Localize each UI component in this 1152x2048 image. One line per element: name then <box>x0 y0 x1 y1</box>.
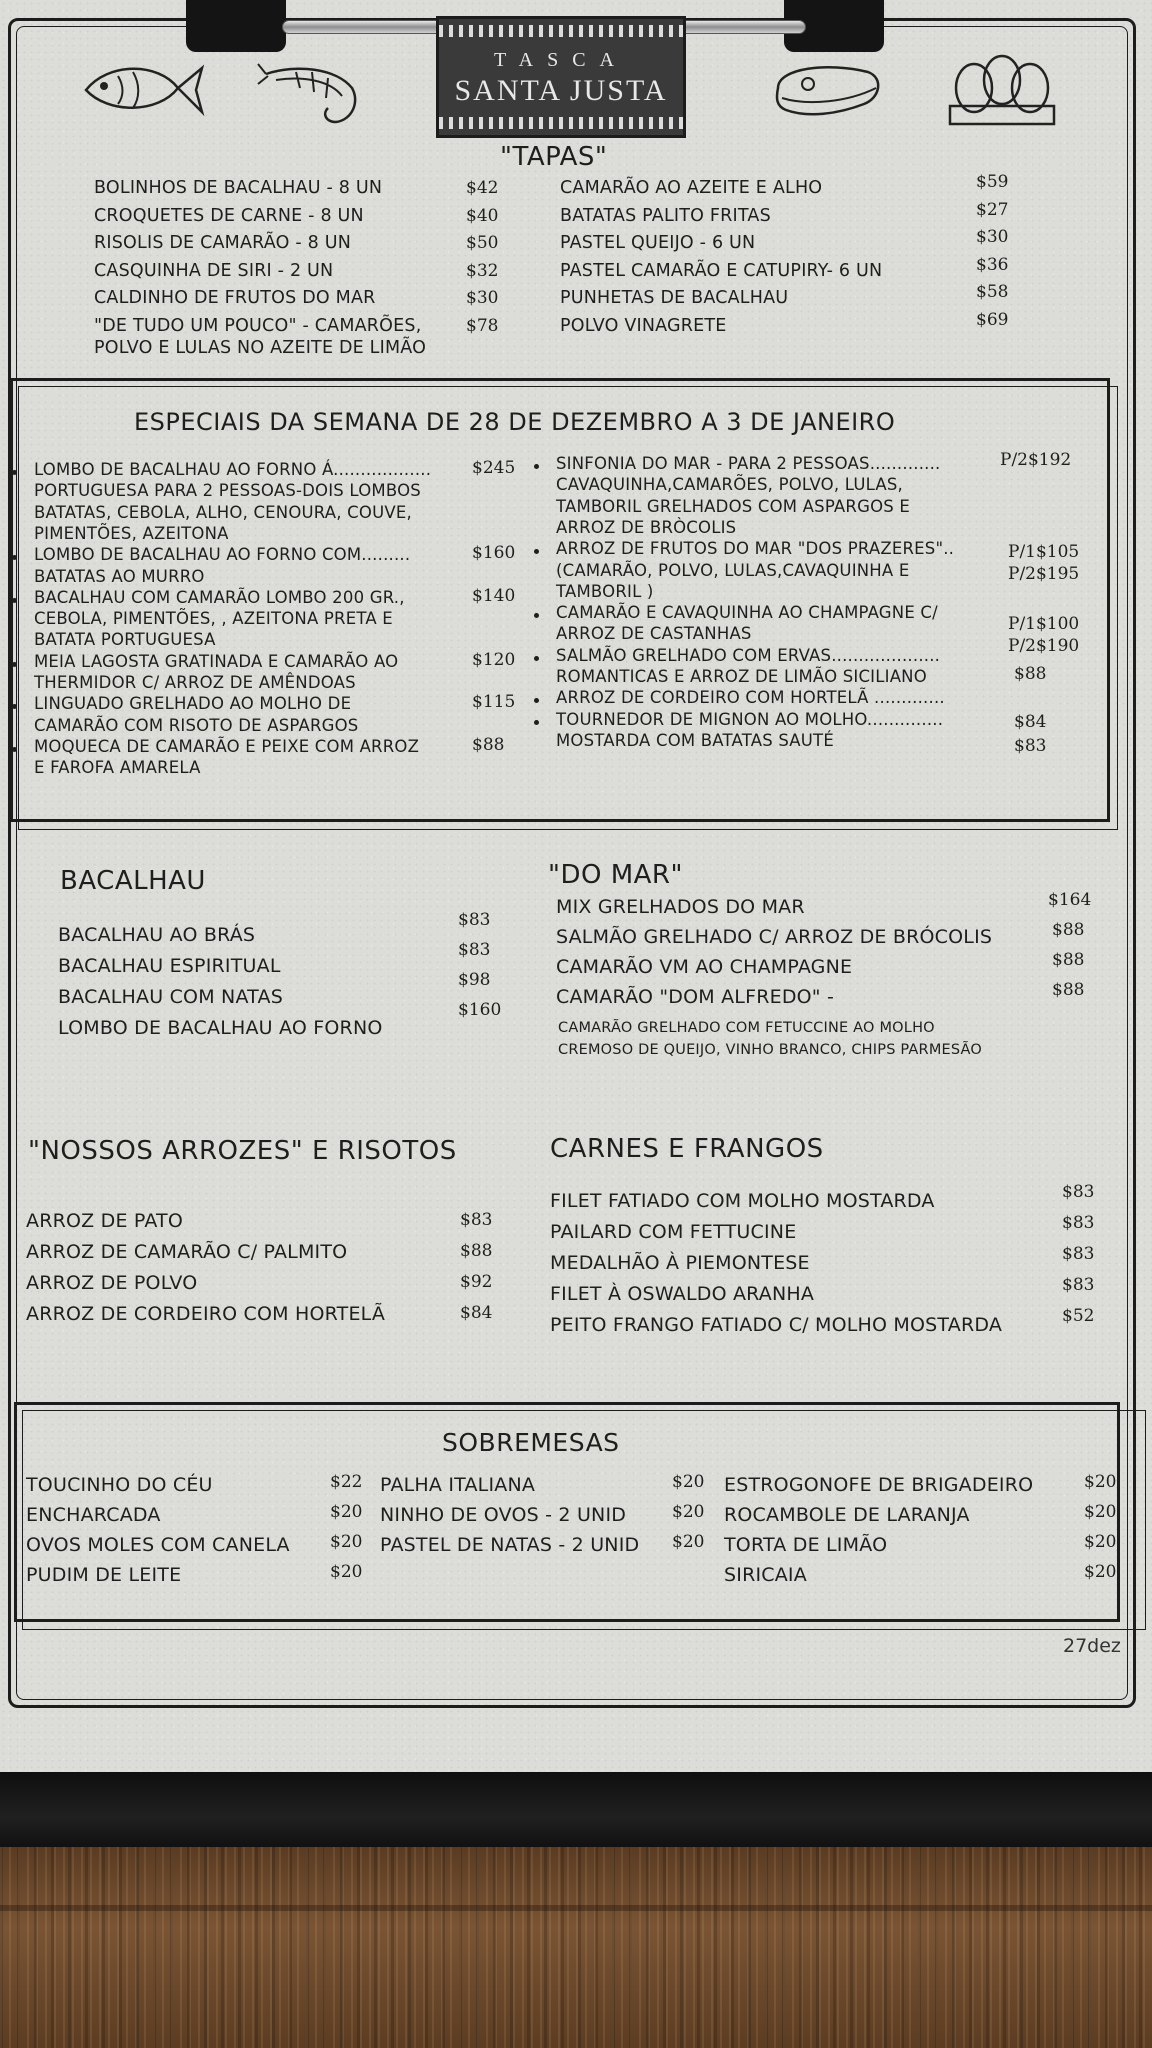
dessert-price: $20 <box>672 1472 705 1492</box>
menu-item-name: POLVO VINAGRETE <box>560 315 727 336</box>
menu-item-price: $83 <box>1062 1275 1095 1295</box>
dessert-name: TOUCINHO DO CÉU <box>26 1474 213 1496</box>
dessert-price: $20 <box>1084 1532 1117 1552</box>
menu-item-name: CAMARÃO "DOM ALFREDO" - <box>556 986 835 1008</box>
menu-item-name: PEITO FRANGO FATIADO C/ MOLHO MOSTARDA <box>550 1314 1003 1336</box>
menu-item-name: ARROZ DE CAMARÃO C/ PALMITO <box>26 1241 348 1263</box>
special-line: LOMBO DE BACALHAU AO FORNO COM......... <box>34 545 411 565</box>
special-line: CAMARÃO COM RISOTO DE ASPARGOS <box>34 715 359 735</box>
special-line: ARROZ DE CORDEIRO COM HORTELÃ ............. <box>556 688 945 708</box>
special-price: $88 <box>1014 664 1047 684</box>
special-price: P/2$190 <box>1008 636 1080 656</box>
dessert-name: ENCHARCADA <box>26 1504 161 1526</box>
special-line: ROMANTICAS E ARROZ DE LIMÃO SICILIANO <box>556 667 927 686</box>
menu-item-price: $83 <box>1062 1244 1095 1264</box>
special-line: TOURNEDOR DE MIGNON AO MOLHO.............. <box>556 709 944 729</box>
menu-item-name-cont: POLVO E LULAS NO AZEITE DE LIMÃO <box>94 337 427 358</box>
menu-item-price: $27 <box>976 199 1009 220</box>
menu-item-price: $36 <box>976 254 1009 275</box>
menu-item-name: PASTEL QUEIJO - 6 UN <box>560 233 756 253</box>
menu-item-price: $50 <box>466 233 499 253</box>
logo-pattern-top <box>439 25 683 37</box>
dessert-price: $20 <box>672 1532 705 1552</box>
menu-item-price: $160 <box>458 1000 502 1020</box>
special-line: THERMIDOR C/ ARROZ DE AMÊNDOAS <box>34 673 356 692</box>
special-price: $245 <box>472 458 516 478</box>
date-tag: 27dez <box>1063 1635 1121 1657</box>
menu-item-price: $40 <box>466 205 499 226</box>
special-line: E FAROFA AMARELA <box>34 758 201 778</box>
arrozes-title: "NOSSOS ARROZES" E RISOTOS <box>28 1136 457 1166</box>
logo-pattern-bottom <box>439 117 683 129</box>
special-price: $115 <box>472 692 516 713</box>
dessert-price: $20 <box>672 1502 705 1522</box>
wood-seam <box>0 1905 1152 1911</box>
special-price: $160 <box>472 543 516 564</box>
special-line: ARROZ DE CASTANHAS <box>556 624 752 644</box>
special-line: MOQUECA DE CAMARÃO E PEIXE COM ARROZ <box>34 736 420 756</box>
special-line: SINFONIA DO MAR - PARA 2 PESSOAS............. <box>556 454 941 473</box>
special-line: MEIA LAGOSTA GRATINADA E CAMARÃO AO <box>34 651 399 671</box>
special-line: TAMBORIL ) <box>556 581 654 601</box>
menu-item-name: CAMARÃO VM AO CHAMPAGNE <box>556 956 853 978</box>
special-price: $120 <box>472 649 516 670</box>
dessert-name: PUDIM DE LEITE <box>26 1564 182 1586</box>
menu-item-name: BACALHAU COM NATAS <box>58 986 283 1008</box>
menu-item-name: SALMÃO GRELHADO C/ ARROZ DE BRÓCOLIS <box>556 926 993 948</box>
special-line: SALMÃO GRELHADO COM ERVAS.................... <box>556 645 941 665</box>
menu-item-price: $30 <box>466 288 499 308</box>
dessert-price: $20 <box>330 1532 363 1552</box>
fish-icon <box>78 54 208 124</box>
bullet-dot <box>534 656 539 661</box>
dessert-name: SIRICAIA <box>724 1564 807 1586</box>
menu-item-price: $83 <box>458 940 491 960</box>
special-line: CEBOLA, PIMENTÕES, , AZEITONA PRETA E <box>34 609 393 629</box>
dessert-price: $20 <box>1084 1562 1117 1582</box>
menu-item-name: MIX GRELHADOS DO MAR <box>556 896 805 918</box>
dessert-price: $20 <box>330 1562 363 1582</box>
special-line: BATATAS, CEBOLA, ALHO, CENOURA, COUVE, <box>34 502 412 522</box>
menu-item-price: $52 <box>1062 1306 1095 1326</box>
menu-item-name: BOLINHOS DE BACALHAU - 8 UN <box>94 178 383 198</box>
dessert-price: $20 <box>1084 1502 1117 1522</box>
special-line: (CAMARÃO, POLVO, LULAS,CAVAQUINHA E <box>556 560 910 580</box>
bullet-dot <box>12 662 17 667</box>
menu-item-price: $30 <box>976 227 1009 247</box>
special-line: PIMENTÕES, AZEITONA <box>34 523 229 543</box>
do-mar-note-1: CAMARÃO GRELHADO COM FETUCCINE AO MOLHO <box>558 1020 935 1036</box>
bullet-dot <box>12 747 17 752</box>
dessert-price: $22 <box>330 1472 363 1492</box>
specials-title: ESPECIAIS DA SEMANA DE 28 DE DEZEMBRO A 3 DE JANEIRO <box>134 408 896 436</box>
special-line: MOSTARDA COM BATATAS SAUTÉ <box>556 730 834 750</box>
special-line: BATATA PORTUGUESA <box>34 630 216 650</box>
special-line: LOMBO DE BACALHAU AO FORNO Á.................. <box>34 460 432 479</box>
bullet-dot <box>534 464 539 469</box>
menu-item-price: $88 <box>1052 920 1085 940</box>
restaurant-logo <box>436 16 686 138</box>
wooden-table <box>0 1847 1152 2048</box>
menu-item-name: CASQUINHA DE SIRI - 2 UN <box>94 260 334 281</box>
menu-item-name: PUNHETAS DE BACALHAU <box>560 288 789 308</box>
bullet-dot <box>12 470 17 475</box>
menu-item-price: $69 <box>976 309 1009 330</box>
dessert-name: NINHO DE OVOS - 2 UNID <box>380 1504 627 1526</box>
sobremesas-title: SOBREMESAS <box>442 1428 620 1457</box>
special-line: CAMARÃO E CAVAQUINHA AO CHAMPAGNE C/ <box>556 603 938 623</box>
special-price: P/1$100 <box>1008 614 1080 634</box>
menu-item-price: $42 <box>466 178 499 198</box>
special-price: P/2$192 <box>1000 450 1072 470</box>
menu-item-name: CAMARÃO AO AZEITE E ALHO <box>560 178 823 198</box>
clip-left-end <box>186 0 286 52</box>
menu-item-price: $88 <box>460 1241 493 1261</box>
dessert-name: ROCAMBOLE DE LARANJA <box>724 1504 970 1526</box>
bacalhau-title: BACALHAU <box>60 866 206 896</box>
menu-item-name: ARROZ DE PATO <box>26 1210 184 1232</box>
menu-item-price: $164 <box>1048 890 1092 910</box>
special-line: CAVAQUINHA,CAMARÕES, POLVO, LULAS, <box>556 475 903 495</box>
menu-item-price: $88 <box>1052 980 1085 1000</box>
menu-item-price: $59 <box>976 172 1009 192</box>
special-price: $140 <box>472 585 516 606</box>
menu-item-name: CALDINHO DE FRUTOS DO MAR <box>94 288 376 308</box>
dessert-name: TORTA DE LIMÃO <box>724 1534 888 1556</box>
menu-item-name: ARROZ DE CORDEIRO COM HORTELÃ <box>26 1303 386 1325</box>
menu-item-name: FILET FATIADO COM MOLHO MOSTARDA <box>550 1190 935 1212</box>
special-price: $84 <box>1014 712 1047 732</box>
tapas-title: "TAPAS" <box>500 142 608 172</box>
special-price: P/2$195 <box>1008 564 1080 584</box>
menu-item-name: FILET À OSWALDO ARANHA <box>550 1283 815 1305</box>
dessert-name: ESTROGONOFE DE BRIGADEIRO <box>724 1474 1034 1496</box>
menu-item-price: $83 <box>1062 1213 1095 1233</box>
menu-item-price: $92 <box>460 1272 493 1292</box>
menu-item-price: $83 <box>458 910 491 930</box>
menu-item-name: BATATAS PALITO FRITAS <box>560 205 771 226</box>
menu-item-price: $83 <box>1062 1182 1095 1202</box>
logo-line1: TASCA <box>494 49 628 71</box>
special-line: LINGUADO GRELHADO AO MOLHO DE <box>34 694 352 714</box>
menu-item-name: BACALHAU AO BRÁS <box>58 924 256 946</box>
menu-item-name: CROQUETES DE CARNE - 8 UN <box>94 205 364 226</box>
menu-item-price: $32 <box>466 260 499 281</box>
special-line: TAMBORIL GRELHADOS COM ASPARGOS E <box>556 496 910 516</box>
menu-item-price: $84 <box>460 1303 493 1323</box>
shrimp-icon <box>256 58 366 130</box>
carnes-title: CARNES E FRANGOS <box>550 1134 824 1164</box>
menu-item-name: BACALHAU ESPIRITUAL <box>58 955 281 977</box>
steak-icon <box>768 58 888 126</box>
dessert-name: PASTEL DE NATAS - 2 UNID <box>380 1534 640 1556</box>
menu-item-price: $83 <box>460 1210 493 1230</box>
special-price: $88 <box>472 734 505 755</box>
special-line: PORTUGUESA PARA 2 PESSOAS-DOIS LOMBOS <box>34 481 421 501</box>
menu-item-name: RISOLIS DE CAMARÃO - 8 UN <box>94 233 352 253</box>
menu-item-price: $78 <box>466 315 499 336</box>
dessert-price: $20 <box>330 1502 363 1522</box>
clipboard-edge <box>0 1772 1152 1847</box>
special-line: BACALHAU COM CAMARÃO LOMBO 200 GR., <box>34 587 405 607</box>
menu-item-name: PAILARD COM FETTUCINE <box>550 1221 797 1243</box>
dessert-name: OVOS MOLES COM CANELA <box>26 1534 290 1556</box>
eggs-icon <box>946 48 1058 130</box>
special-line: ARROZ DE FRUTOS DO MAR "DOS PRAZERES".. <box>556 539 955 559</box>
menu-item-price: $98 <box>458 970 491 990</box>
menu-item-name: LOMBO DE BACALHAU AO FORNO <box>58 1017 383 1039</box>
special-line: BATATAS AO MURRO <box>34 566 205 586</box>
bullet-dot <box>534 720 539 725</box>
bullet-dot <box>12 598 17 603</box>
menu-item-name: "DE TUDO UM POUCO" - CAMARÕES, <box>94 315 422 336</box>
menu-item-name: MEDALHÃO À PIEMONTESE <box>550 1252 810 1274</box>
menu-item-name: PASTEL CAMARÃO E CATUPIRY- 6 UN <box>560 260 883 281</box>
menu-item-name: ARROZ DE POLVO <box>26 1272 198 1294</box>
do-mar-title: "DO MAR" <box>548 860 683 890</box>
do-mar-note-2: CREMOSO DE QUEIJO, VINHO BRANCO, CHIPS PARMESÃO <box>558 1042 983 1058</box>
special-price: $83 <box>1014 736 1047 756</box>
menu-item-price: $58 <box>976 282 1009 302</box>
special-line: ARROZ DE BRÒCOLIS <box>556 517 737 537</box>
logo-line2: SANTA JUSTA <box>454 74 668 107</box>
dessert-name: PALHA ITALIANA <box>380 1474 536 1496</box>
dessert-price: $20 <box>1084 1472 1117 1492</box>
special-price: P/1$105 <box>1008 542 1080 562</box>
menu-item-price: $88 <box>1052 950 1085 970</box>
